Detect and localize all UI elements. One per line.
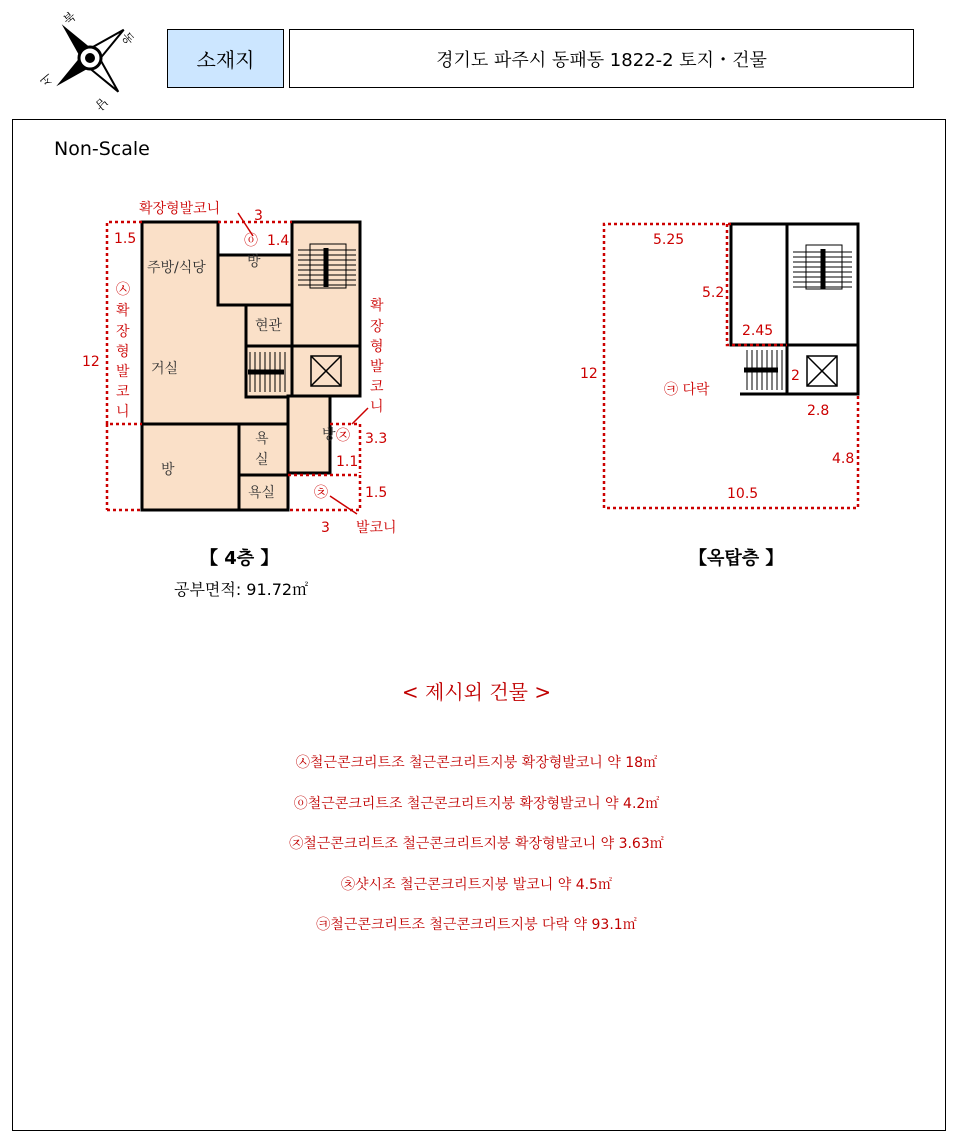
extras-heading: < 제시외 건물 > — [401, 680, 552, 704]
compass-north: 북 — [60, 9, 79, 28]
floor4-area: 공부면적: 91.72㎡ — [174, 580, 309, 599]
left-char-5: 니 — [116, 404, 130, 420]
left-char-1: 장 — [116, 324, 130, 340]
right-char-3: 발 — [370, 359, 384, 375]
right-char-5: 니 — [370, 399, 384, 415]
entrance-label: 현관 — [255, 318, 283, 334]
dim-top-inner: 1.4 — [267, 233, 290, 249]
left-char-4: 코 — [116, 384, 130, 400]
roof-dim-stair: 2 — [791, 368, 800, 384]
kitchen-label: 주방/식당 — [147, 260, 206, 276]
location-label: 소재지 — [167, 29, 284, 88]
left-marker: ㉦ — [116, 282, 130, 298]
dim-right-c: 1.5 — [365, 485, 388, 501]
compass-south: 남 — [92, 94, 111, 113]
right-char-4: 코 — [370, 379, 384, 395]
extras-list — [0, 752, 953, 955]
dim-right-a: 3.3 — [365, 431, 388, 447]
circle-o-marker: ⓞ — [244, 233, 258, 249]
dim-top: 3 — [254, 208, 263, 224]
extras-item: ㉨철근콘크리트조 철근콘크리트지붕 확장형발코니 약 3.63㎡ — [289, 836, 664, 852]
left-char-2: 형 — [116, 344, 130, 360]
dim-left: 12 — [82, 354, 100, 370]
small-room-label: 방 — [247, 254, 261, 270]
compass-east: 동 — [118, 29, 137, 48]
extras-item: ㉦철근콘크리트조 철근콘크리트지붕 확장형발코니 약 18㎡ — [295, 755, 658, 771]
bottom-balcony-label: 발코니 — [356, 520, 397, 536]
extras-item: ㉪철근콘크리트조 철근콘크리트지붕 다락 약 93.1㎡ — [316, 917, 637, 933]
bath1-label-b: 실 — [255, 452, 269, 468]
bath1-label-a: 욕 — [255, 431, 269, 447]
rooftop-caption: 【옥탑층 】 — [689, 548, 784, 569]
room-right-label: 방 — [322, 427, 336, 443]
top-balcony-label: 확장형발코니 — [139, 201, 221, 217]
right-char-2: 형 — [370, 339, 384, 355]
location-value: 경기도 파주시 동패동 1822-2 토지・건물 — [289, 29, 914, 88]
non-scale-note: Non-Scale — [54, 138, 150, 160]
roof-dim-top: 5.25 — [653, 232, 685, 248]
left-char-3: 발 — [116, 364, 130, 380]
bath2-label: 욕실 — [248, 485, 276, 501]
dim-bottom: 3 — [321, 520, 330, 536]
dim-right-b: 1.1 — [336, 454, 359, 470]
roof-dim-right: 4.8 — [832, 451, 855, 467]
roof-attic-label: ㉪ 다락 — [664, 382, 710, 398]
roof-dim-step: 2.8 — [807, 403, 830, 419]
roof-dim-left: 12 — [580, 366, 598, 382]
extras-item: ⓞ철근콘크리트조 철근콘크리트지붕 확장형발코니 약 4.2㎡ — [293, 795, 660, 812]
extras-item: ㉩샷시조 철근콘크리트지붕 발코니 약 4.5㎡ — [341, 876, 612, 893]
right-marker: ㉨ — [336, 428, 350, 444]
right-char-1: 장 — [370, 319, 384, 335]
floor4-caption: 【 4층 】 — [200, 548, 279, 569]
compass-west: 서 — [38, 70, 57, 89]
bottom-marker: ㉩ — [314, 485, 328, 501]
roof-dim-inner-v: 5.2 — [702, 285, 725, 301]
roof-dim-inner-h: 2.45 — [742, 323, 774, 339]
right-char-0: 확 — [370, 298, 384, 314]
roof-dim-bottom: 10.5 — [727, 486, 759, 502]
left-char-0: 확 — [116, 303, 130, 319]
big-room-label: 방 — [161, 462, 175, 478]
dim-top-left: 1.5 — [114, 231, 137, 247]
living-label: 거실 — [151, 361, 179, 377]
